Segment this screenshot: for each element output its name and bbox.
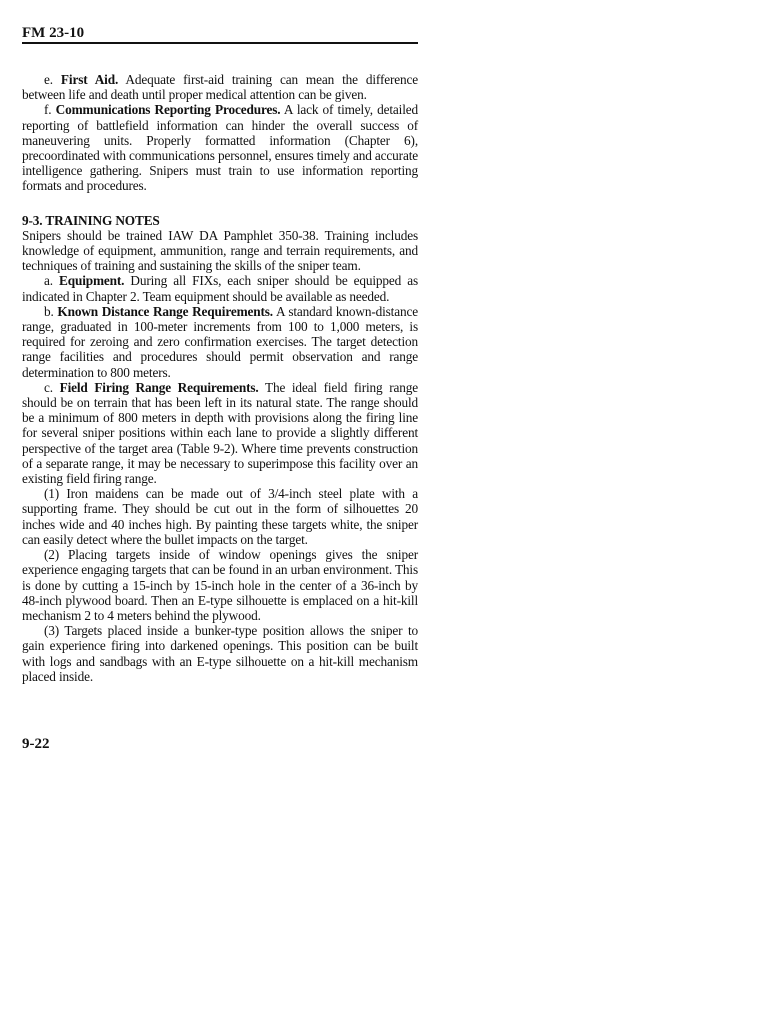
paragraph-lead: Field Firing Range Requirements. xyxy=(59,379,259,395)
paragraph-marker: e. xyxy=(44,72,53,87)
paragraph-known-distance xyxy=(22,304,418,380)
list-item-window-targets: (2) Placing targets inside of window openings gives the sniper experience engaging targets that can be found in an urban environment. This is done by cutting a 15-inch by 15-inch hole in the center of a 36-inch by 48-inch plywood board. Then an E-type silhouette is emplaced on a hit-kill mechanism 2 to 4 meters behind the plywood. xyxy=(22,547,418,623)
paragraph-text: During all FIXs, each sniper should be equipped as indicated in Chapter 2. Team equipment should be available as needed. xyxy=(22,273,418,304)
paragraph-lead: Communications Reporting Procedures. xyxy=(55,102,281,118)
list-item-iron-maidens: (1) Iron maidens can be made out of 3/4-inch steel plate with a supporting frame. They should be cut out in the form of silhouettes 20 inches wide and 40 inches high. By painting these targets white, the sniper can easily detect where the bullet impacts on the target. xyxy=(22,486,418,547)
paragraph-lead: Known Distance Range Requirements. xyxy=(57,303,273,319)
paragraph-marker: c. xyxy=(44,379,53,395)
document-page xyxy=(22,24,418,684)
paragraph-lead: Equipment. xyxy=(58,273,125,289)
paragraph-communications xyxy=(22,102,418,193)
paragraph-text: A standard known-distance range, graduated in 100-meter increments from 100 to 1,000 meters, is required for zeroing and zero confirmation exercises. The target detection range facilities and procedures should permit observation and range determination to 800 meters. xyxy=(22,303,418,380)
page-number: 9-22 xyxy=(22,736,50,752)
running-header xyxy=(22,24,418,44)
paragraph-equipment xyxy=(22,273,418,303)
paragraph-text: Adequate first-aid training can mean the difference between life and death until proper medical attention can be given. xyxy=(22,72,419,103)
paragraph-text: A lack of timely, detailed reporting of battlefield information can hinder the overall success of maneuvering units. Properly formatted information (Chapter 6), precoordinated with communications personnel, ensures timely and accurate intelligence gathering. Snipers must train to use information reporting formats and procedures. xyxy=(22,102,418,194)
list-item-bunker-targets: (3) Targets placed inside a bunker-type position allows the sniper to gain experience firing into darkened openings. This position can be built with logs and sandbags with an E-type silhouette on a hit-kill mechanism placed inside. xyxy=(22,623,418,684)
paragraph-marker: f. xyxy=(44,102,52,118)
paragraph-text: The ideal field firing range should be on terrain that has been left in its natural state. The range should be a minimum of 800 meters in depth with provisions along the firing line for several sniper positions within each lane to provide a slightly different perspective of the target area (Table 9-2). Where time prevents construction of a separate range, it may be necessary to superimpose this facility over an existing field firing range. xyxy=(22,379,418,487)
manual-id: FM 23-10 xyxy=(22,25,85,41)
section-intro: Snipers should be trained IAW DA Pamphlet 350-38. Training includes knowledge of equipment, ammunition, range and terrain requirements, and techniques of training and sustaining the skills of the sniper team. xyxy=(22,227,418,274)
paragraph-first-aid xyxy=(22,72,418,102)
paragraph-field-firing xyxy=(22,380,418,486)
body-text xyxy=(22,72,418,684)
section-heading: 9-3. TRAINING NOTES xyxy=(22,212,160,228)
paragraph-marker: b. xyxy=(44,303,54,319)
paragraph-lead: First Aid. xyxy=(60,72,119,87)
paragraph-marker: a. xyxy=(44,273,53,289)
